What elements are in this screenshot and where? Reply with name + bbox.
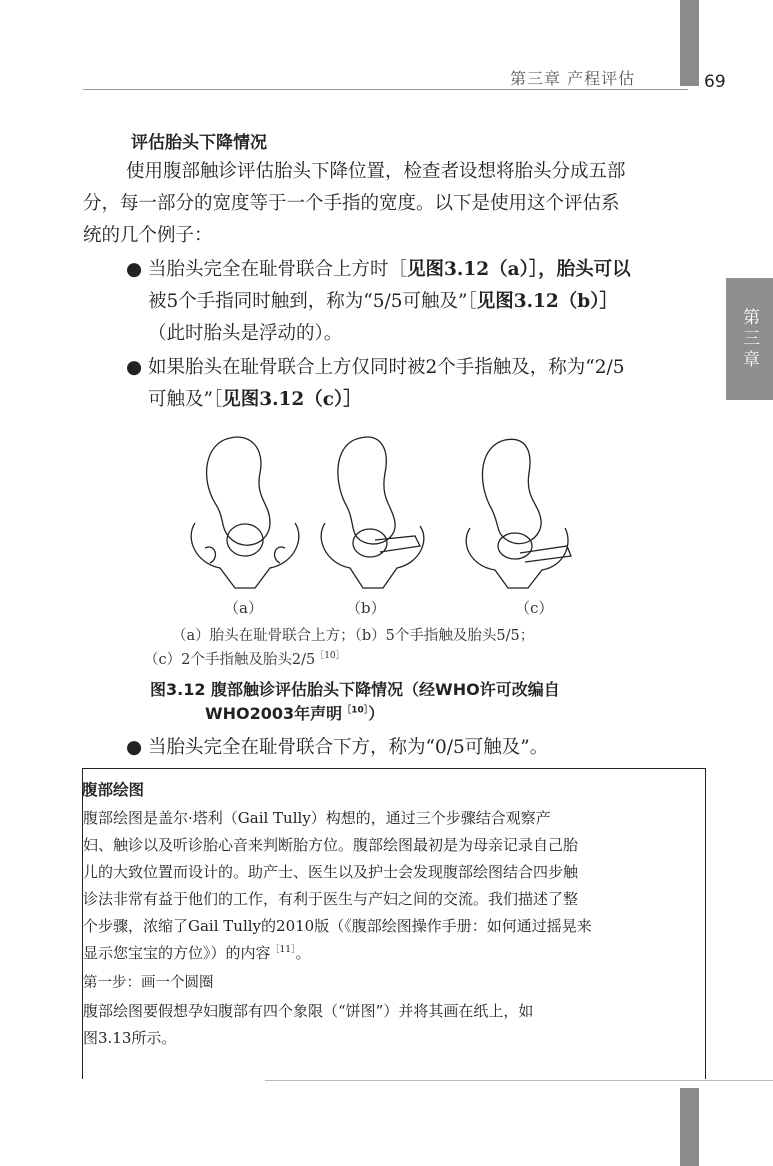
bullet-item: [148, 287, 618, 313]
header-bar: [680, 0, 699, 86]
bullet-item: ● 当胎头完全在耻骨联合下方，称为“0/5可触及”。: [126, 737, 549, 758]
box-line: 诊法非常有益于他们的工作，有利于医生与产妇之间的交流。我们描述了整: [83, 890, 579, 908]
figure-title-text: ）: [368, 704, 385, 723]
bullet-item: [148, 385, 362, 411]
figure-label-a: （a）: [224, 599, 263, 617]
figure-title: [205, 701, 384, 724]
chapter-title: 第三章 产程评估: [510, 69, 636, 88]
box-text: 。: [295, 944, 311, 962]
box-line: 个步骤，浓缩了Gail Tully的2010版（《腹部绘图操作手册：如何通过摇晃来: [83, 917, 592, 935]
bullet-text: 可触及”［: [148, 389, 223, 410]
figure-caption-line: （a）胎头在耻骨联合上方；（b）5个手指触及胎头5/5；: [172, 628, 535, 644]
chapter-side-tab: [726, 278, 773, 400]
bullet-item: [126, 255, 631, 281]
section-heading: 评估胎头下降情况: [131, 133, 267, 153]
bullet-item: ● 如果胎头在耻骨联合上方仅同时被2个手指触及，称为“2/5: [126, 357, 625, 378]
figure-label-b: （b）: [346, 599, 386, 617]
figure-label-c: （c）: [515, 599, 554, 617]
box-text: 显示您宝宝的方位》）的内容: [83, 944, 271, 962]
fetus-pelvis-c: [466, 439, 571, 588]
bullet-item: （此时胎头是浮动的）。: [148, 323, 343, 344]
figure-title: 图3.12 腹部触诊评估胎头下降情况（经WHO许可改编自: [150, 680, 560, 699]
figure-caption-line: [144, 648, 345, 669]
box-title: 腹部绘图: [82, 780, 145, 799]
box-line: 图3.13所示。: [83, 1029, 177, 1047]
box-step-heading: 第一步：画一个圆圈: [83, 975, 214, 991]
citation-ref: ［11］: [270, 945, 296, 955]
citation-ref: ［10］: [342, 705, 369, 716]
bullet-ref: 见图3.12（b）］: [476, 291, 618, 312]
chapter-side-tab-label: 第三章: [739, 307, 759, 371]
box-line: 妇、触诊以及听诊胎心音来判断胎方位。腹部绘图最初是为母亲记录自己胎: [83, 836, 579, 854]
fetus-pelvis-a: [191, 437, 299, 588]
header-divider: [83, 89, 688, 90]
citation-ref: ［10］: [315, 651, 345, 662]
page-number: 69: [704, 72, 726, 92]
paragraph-line: 统的几个例子：: [83, 225, 213, 246]
box-line: 儿的大致位置而设计的。助产士、医生以及护士会发现腹部绘图结合四步触: [83, 863, 579, 881]
bullet-ref: 见图3.12（a）］，胎头可以: [407, 259, 631, 280]
paragraph-line: 使用腹部触诊评估胎头下降位置，检查者设想将胎头分成五部: [126, 161, 626, 182]
bullet-text: 被5个手指同时触到，称为“5/5可触及”［: [148, 291, 477, 312]
figure-title-text: WHO2003年声明: [205, 704, 343, 723]
box-line: 腹部绘图是盖尔·塔利（Gail Tully）构想的，通过三个步骤结合观察产: [83, 809, 551, 827]
footer-divider: [265, 1080, 773, 1081]
footer-bar: [680, 1088, 699, 1166]
bullet-ref: 见图3.12（c）］: [222, 389, 362, 410]
box-line: 腹部绘图要假想孕妇腹部有四个象限（“饼图”）并将其画在纸上，如: [83, 1002, 534, 1020]
fetus-pelvis-b: [321, 437, 424, 588]
figure-caption-text: （c）2个手指触及胎头2/5: [144, 652, 316, 668]
paragraph-line: 分，每一部分的宽度等于一个手指的宽度。以下是使用这个评估系: [83, 193, 620, 214]
box-line: [83, 942, 310, 963]
bullet-text: ● 当胎头完全在耻骨联合上方时［: [126, 259, 408, 280]
figure-illustration: [175, 428, 575, 593]
